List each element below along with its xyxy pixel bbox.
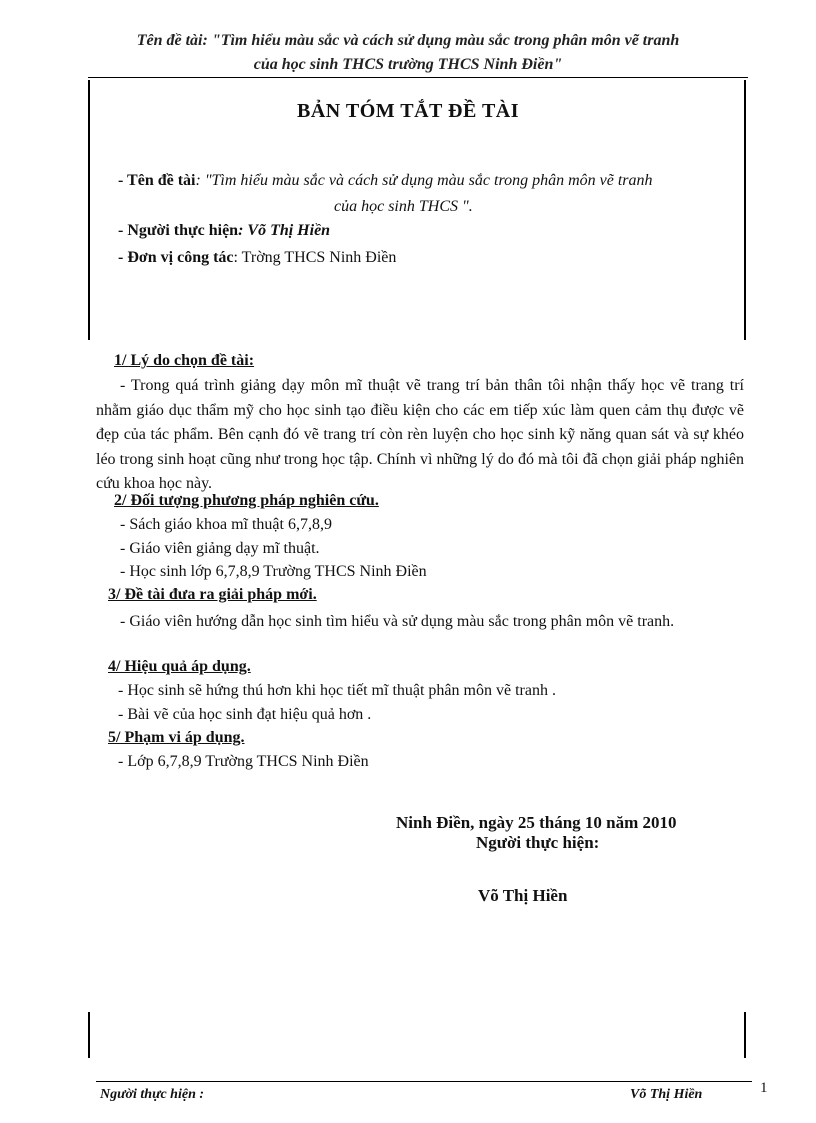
section-2-item: - Sách giáo khoa mĩ thuật 6,7,8,9 <box>120 516 332 533</box>
header-line-1: Tên đề tài: "Tìm hiểu màu sắc và cách sử dụng màu sắc trong phân môn vẽ tranh <box>136 32 680 49</box>
section-3-paragraph: - Giáo viên hướng dẫn học sinh tìm hiểu và sử dụng màu sắc trong phân môn vẽ tranh. <box>120 613 675 630</box>
topic-row <box>118 172 653 190</box>
frame-left-bottom <box>88 1012 90 1058</box>
author-label: - Người thực hiện <box>118 222 239 239</box>
frame-right-bottom <box>744 1012 746 1058</box>
signature-name: Võ Thị Hiền <box>478 886 568 905</box>
footer-rule <box>96 1081 752 1082</box>
topic-value: : "Tìm hiểu màu sắc và cách sử dụng màu sắc trong phân môn vẽ tranh <box>195 172 653 189</box>
section-1-paragraph: - Trong quá trình giảng dạy môn mĩ thuật vẽ trang trí bản thân tôi nhận thấy học vẽ trang trí nhằm giáo dục thẩm mỹ cho học sinh tạo điều kiện cho các em tiếp xúc làm quen cảm thụ được vẽ đẹp của tác phẩm. Bên cạnh đó vẽ trang trí còn rèn luyện cho học sinh kỹ năng quan sát và sự khéo léo trong sinh hoạt cũng như trong học tập. Chính vì những lý do đó mà tôi đã chọn giải pháp nghiên cứu khoa học này. <box>96 377 744 492</box>
header-rule <box>88 77 748 78</box>
author-value: : Võ Thị Hiền <box>238 222 331 239</box>
unit-label: - Đơn vị công tác <box>118 249 234 266</box>
section-4-item: - Học sinh sẽ hứng thú hơn khi học tiết mĩ thuật phân môn vẽ tranh . <box>118 682 556 699</box>
header-line-2: của học sinh THCS trường THCS Ninh Điền" <box>253 56 563 73</box>
unit-value: : Trờng THCS Ninh Điền <box>233 249 397 266</box>
section-5-item: - Lớp 6,7,8,9 Trường THCS Ninh Điền <box>118 753 369 770</box>
section-2-item: - Giáo viên giảng dạy mĩ thuật. <box>120 540 320 557</box>
section-3-heading: 3/ Đề tài đưa ra giải pháp mới. <box>108 586 317 603</box>
topic-value-cont: của học sinh THCS ". <box>334 198 473 215</box>
section-2-heading: 2/ Đối tượng phương pháp nghiên cứu. <box>114 492 379 509</box>
signature-date: Ninh Điền, ngày 25 tháng 10 năm 2010 <box>396 813 677 832</box>
section-4-heading: 4/ Hiệu quả áp dụng. <box>108 658 251 675</box>
page-title: BẢN TÓM TẮT ĐỀ TÀI <box>296 100 520 122</box>
footer-right: Võ Thị Hiền <box>630 1087 703 1102</box>
page-number: 1 <box>760 1080 768 1096</box>
section-4-item: - Bài vẽ của học sinh đạt hiệu quả hơn . <box>118 706 372 723</box>
footer-left: Người thực hiện : <box>100 1087 205 1102</box>
topic-label: - Tên đề tài <box>118 172 196 189</box>
author-row <box>118 222 330 240</box>
signature-role: Người thực hiện: <box>476 833 600 852</box>
section-1-heading: 1/ Lý do chọn đề tài: <box>114 352 255 369</box>
unit-row <box>118 249 396 267</box>
section-5-heading: 5/ Phạm vi áp dụng. <box>108 729 245 746</box>
section-2-item: - Học sinh lớp 6,7,8,9 Trường THCS Ninh Điền <box>120 563 427 580</box>
